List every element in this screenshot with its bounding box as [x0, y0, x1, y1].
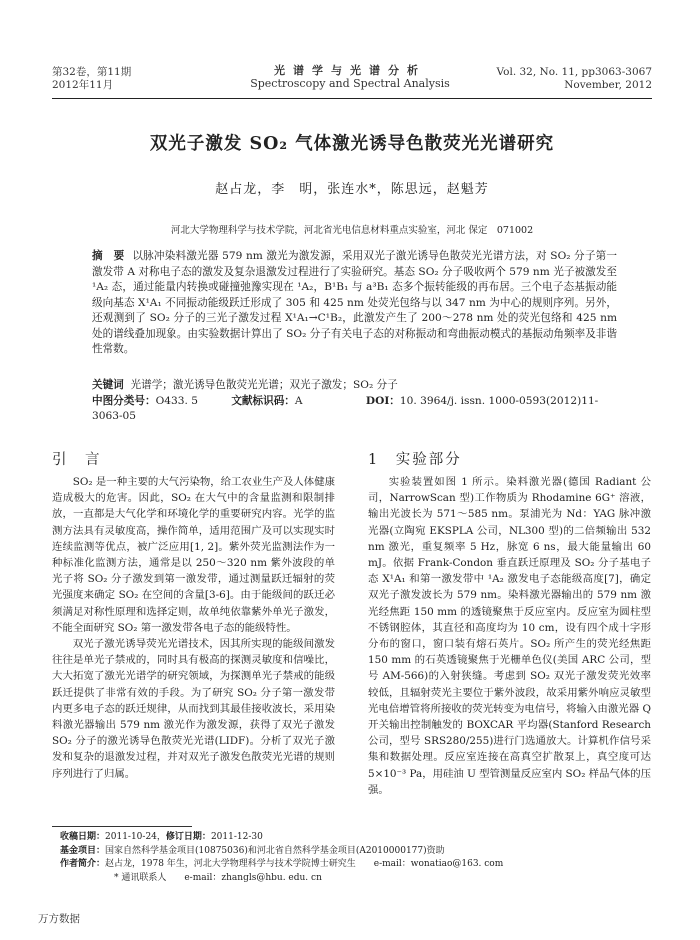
month-year: November, 2012	[564, 79, 652, 91]
journal-name	[220, 64, 480, 90]
volume-pages: Vol. 32, No. 11, pp3063-3067	[496, 66, 652, 78]
intro-heading: 引 言	[52, 452, 102, 468]
doc-code: A	[294, 394, 303, 407]
corresponding-author: * 通讯联系人 e-mail：zhangls@hbu. edu. cn	[114, 872, 322, 883]
journal-name-en: Spectroscopy and Spectral Analysis	[250, 77, 450, 90]
abstract	[92, 249, 617, 358]
doc-code-label: 文献标识码：	[231, 394, 295, 407]
keywords-block	[92, 378, 617, 425]
affiliation: 河北大学物理科学与技术学院，河北省光电信息材料重点实验室，河北 保定 071002	[170, 225, 534, 236]
footnote-rule	[52, 826, 192, 827]
footnote	[60, 831, 650, 885]
received-label: 收稿日期：	[60, 832, 106, 842]
revised-label: 修订日期：	[165, 832, 211, 842]
received-date: 2011-10-24，	[105, 832, 166, 842]
volume-issue: 第32卷，第11期	[52, 66, 132, 78]
keywords-label: 关键词	[92, 379, 124, 391]
clc-label: 中图分类号：	[92, 394, 156, 407]
abstract-text: 以脉冲染料激光器 579 nm 激光为激发源，采用双光子激光诱导色散荧光光谱方法，对 SO₂ 分子第一激发带 A 对称电子态的激发及复杂退激发过程进行了实验研究。基态 SO₂ 分子吸收两个 579 nm 光子被激发至 ¹A₂ 态，通过能量内转换或碰撞弛豫实现在 ¹A₂，B¹B₁ 与 a³B₁ 态多个振转能级的再布居。三个电子态基振动能级向基态 X¹A₁ 不同振动能级跃迁形成了 305 和 425 nm 处荧光包络与以 347 nm 为中心的规则序列。另外，还观测到了 SO₂ 分子的三光子激发过程 X¹A₁→C¹B₂，此激发产生了 200～278 nm 处的荧光包络和 425 nm 处的谱线叠加现象。由实验数据计算出了 SO₂ 分子有关电子态的对称振动和弯曲振动模式的基振动角频率及非谐性常数。	[92, 250, 617, 355]
experiment-heading: 1 实验部分	[368, 452, 462, 468]
doi-label: DOI：	[365, 394, 400, 407]
intro-paragraph-2: 双光子激光诱导荧光光谱技术，因其所实现的能级间激发往往是单光子禁戒的，同时具有极高的探测灵敏度和信噪比，大大拓宽了激光光谱学的研究领域，为探测单光子禁戒的能级跃迁提供了非常有效的手段。为了研究 SO₂ 分子第一激发带内更多电子态的跃迁规律，从而找到其最佳接收波长，采用染料激光器输出 579 nm 激光作为激发源，获得了双光子激发 SO₂ 分子的激光诱导色散荧光光谱(LIDF)。分析了双光子激发和复杂的退激发过程，并对双光子激发色散荧光光谱的规则序列进行了归属。	[52, 638, 335, 780]
intro-paragraph-1: SO₂ 是一种主要的大气污染物，给工农业生产及人体健康造成极大的危害。因此，SO₂ 在大气中的含量监测和限制排放，一直都是大气化学和环境化学的重要研究内容。光学的监测方法具有灵敏度高，操作简单，适用范围广及可以实现实时连续监测等优点，被广泛应用[1, 2]。紫外荧光监测法作为一种标准化监测方法，通常是以 250～320 nm 紫外波段的单光子将 SO₂ 分子激发到第一激发带，通过测量跃迁辐射的荧光强度来确定 SO₂ 在空间的含量[3-6]。由于能级间的跃迁必须满足对称性原理和选择定则，故单纯依靠紫外单光子激发，不能全面研究 SO₂ 第一激发带各电子态的能级特性。	[52, 476, 335, 634]
bio-text: 赵占龙，1978 年生，河北大学物理科学与技术学院博士研究生 e-mail：wonatiao@163. com	[105, 859, 504, 869]
experiment-column	[368, 474, 651, 798]
header-rule	[52, 98, 652, 99]
revised-date: 2011-12-30	[210, 832, 263, 842]
intro-column	[52, 474, 335, 782]
authors: 赵占龙，李 明，张连水*，陈思远，赵魁芳	[215, 182, 489, 197]
journal-volume	[52, 66, 192, 92]
fund-text: 国家自然科学基金项目(10875036)和河北省自然科学基金项目(A2010000177)资助	[105, 845, 445, 856]
keywords-text: 光谱学；激光诱导色散荧光光谱；双光子激发；SO₂ 分子	[130, 379, 398, 391]
bio-label: 作者简介：	[60, 859, 106, 869]
fund-label: 基金项目：	[60, 845, 106, 856]
journal-name-cn: 光谱学与光谱分析	[274, 64, 426, 77]
experiment-paragraph-1: 实验装置如图 1 所示。染料激光器(德国 Radiant 公司，NarrowScan 型)工作物质为 Rhodamine 6G⁺ 溶液，输出光波长为 571～585 nm。泵浦光为 Nd：YAG 脉冲激光器(立陶宛 EKSPLA 公司，NL300 型)的二倍频输出 532 nm 激光，重复频率 5 Hz，脉宽 6 ns，最大能量输出 60 mJ。依据 Frank-Condon 垂直跃迁原理及 SO₂ 分子基电子态 X¹A₁ 和第一激发带中 ¹A₂ 激发电子态能级高度[7]，确定双光子激发波长为 579 nm。染料激光器输出的 579 nm 激光经焦距 150 mm 的透镜聚焦于反应室内。反应室为圆柱型不锈钢腔体，其直径和高度均为 10 cm，设有四个成十字形分布的窗口，窗口装有熔石英片。SO₂ 所产生的荧光经焦距 150 mm 的石英透镜聚焦于光栅单色仪(美国 ARC 公司，型号 AM-566)的入射狭缝。考虑到 SO₂ 双光子激发荧光效率较低，且辐射荧光主要位于紫外波段，故采用紫外响应灵敏型光电倍增管将所接收的荧光转变为电信号，将输入由激光器 Q 开关输出控制触发的 BOXCAR 平均器(Stanford Research 公司，型号 SRS280/255)进行门选通放大。计算机作信号采集和数据处理。反应室连接在高真空扩散泵上，真空度可达 5×10⁻³ Pa，用硅油 U 型管测量反应室内 SO₂ 样品气体的压强。	[368, 476, 652, 796]
paper-title: 双光子激发 SO₂ 气体激光诱导色散荧光光谱研究	[149, 134, 555, 154]
clc-number: O433. 5	[155, 394, 198, 407]
journal-pages	[480, 66, 652, 92]
watermark: 万方数据	[38, 913, 80, 925]
issue-date: 2012年11月	[52, 79, 114, 91]
abstract-label: 摘 要	[92, 250, 125, 262]
doi: 10. 3964/j. issn. 1000-0593(2012)11-3063-05	[92, 394, 599, 422]
